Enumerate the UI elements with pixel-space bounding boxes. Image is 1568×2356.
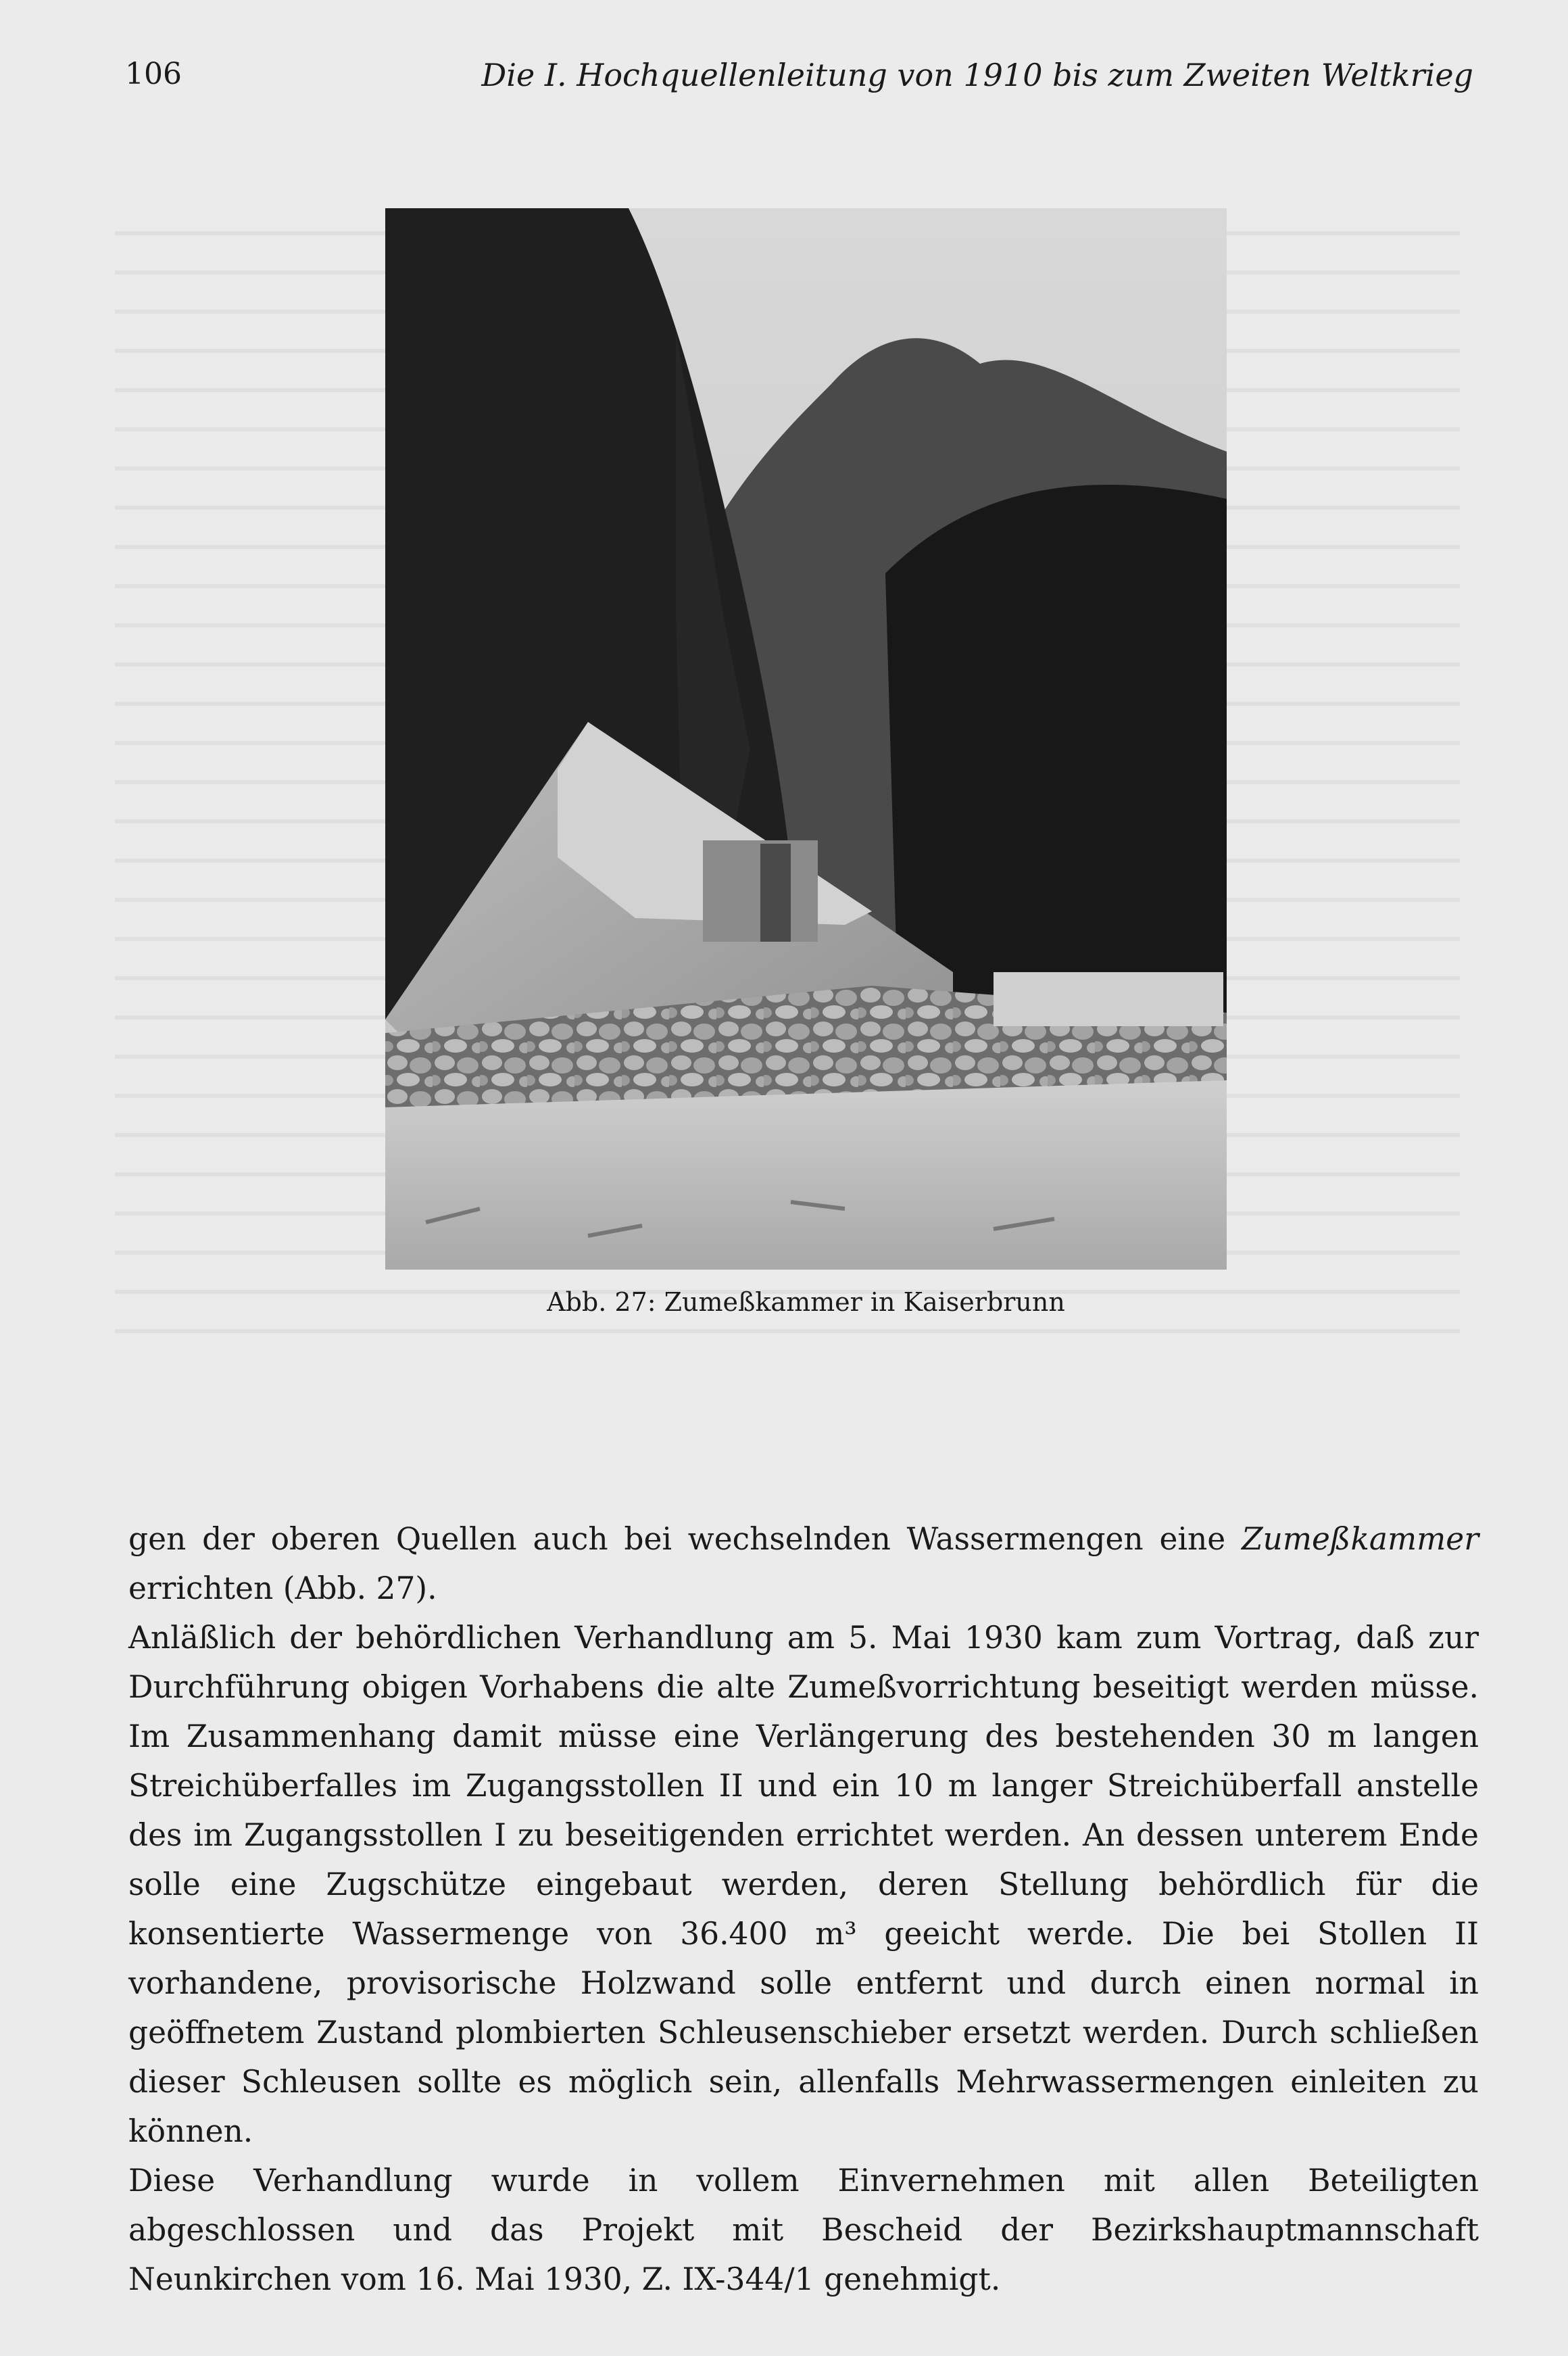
right-annex xyxy=(994,972,1223,1026)
emphasis-term: Zumeßkammer xyxy=(1241,1521,1479,1557)
body-text xyxy=(128,1514,1479,2304)
figure-photo xyxy=(385,208,1227,1270)
zumesskammer-photo xyxy=(385,208,1227,1270)
paragraph-2: Anläßlich der behördlichen Verhandlung am 5. Mai 1930 kam zum Vortrag, daß zur Durchführung obigen Vorhabens die alte Zumeßvorrichtung beseitigt werden müsse. Im Zusammenhang damit müsse eine Verlängerung des bestehenden 30 m langen Streichüberfalles im Zugangsstollen II und ein 10 m langer Streichüberfall anstelle des im Zugangsstollen I zu beseitigenden errichtet werden. An dessen unterem Ende solle eine Zugschütze eingebaut werden, deren Stellung behördlich für die konsentierte Wassermenge von 36.400 m³ geeicht werde. Die bei Stollen II vorhandene, provisorische Holzwand solle entfernt und durch einen normal in geöffnetem Zustand plombierten Schleusenschieber ersetzt werden. Durch schließen dieser Schleusen sollte es möglich sein, allenfalls Mehrwassermengen einleiten zu können. xyxy=(128,1620,1479,2149)
page-number: 106 xyxy=(125,57,182,91)
figure-caption: Abb. 27: Zumeßkammer in Kaiserbrunn xyxy=(547,1287,1065,1317)
running-title: Die I. Hochquellenleitung von 1910 bis zum Zweiten Weltkrieg xyxy=(481,57,1473,93)
door xyxy=(760,844,791,942)
paragraph-1: gen der oberen Quellen auch bei wechselnden Wassermengen eine Zumeßkammer errichten (Abb. 27). xyxy=(128,1521,1479,1606)
snow-ground xyxy=(385,1080,1227,1270)
page-header xyxy=(125,57,1473,104)
right-trees xyxy=(885,485,1227,1040)
paragraph-3: Diese Verhandlung wurde in vollem Einvernehmen mit allen Beteiligten abgeschlossen und das Projekt mit Bescheid der Bezirkshauptmannschaft Neunkirchen vom 16. Mai 1930, Z. IX-344/1 genehmigt. xyxy=(128,2163,1479,2297)
